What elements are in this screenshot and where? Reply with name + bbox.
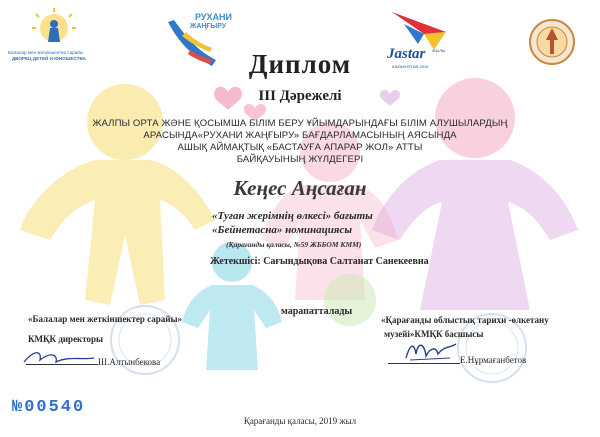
serial-number: №00540 — [12, 398, 86, 417]
contest-heading-line: АРАСЫНДА«РУХАНИ ЖАҢҒЫРУ» БАҒДАРЛАМАСЫНЫҢ АЯСЫНДА — [143, 130, 457, 141]
right-signature-icon — [400, 338, 460, 366]
right-signer-name: Е.Нұрмағанбетов — [460, 355, 527, 365]
contest-heading-line: БАЙҚАУЫНЫҢ ЖҮЛДЕГЕРІ — [236, 154, 364, 165]
left-org-line2: КМҚК директоры — [28, 334, 104, 344]
jastar-logo-word: Jastar — [387, 46, 426, 62]
rukhani-logo-line1: РУХАНИ — [195, 12, 232, 22]
palace-logo-caption-2: ДВОРЕЦ ДЕТЕЙ И ЮНОШЕСТВА — [12, 56, 86, 61]
diploma-title: Диплом — [248, 49, 352, 79]
diploma-degree: III Дәрежелі — [258, 88, 342, 104]
direction-text: «Туған жерімнің өлкесі» бағыты — [212, 210, 373, 222]
right-org-line1: «Қарағанды облыстық тарихи -өлкетану — [381, 315, 549, 325]
right-org-line2: музейі»КМҚК басшысы — [384, 329, 484, 339]
teacher-text: Жетекшісі: Сағындықова Салтанат Санекеевна — [210, 256, 429, 267]
jastar-logo-small: ЖЫЛЫ — [432, 48, 446, 53]
nomination-text: «Бейнетасна» номинациясы — [212, 224, 352, 236]
school-text: (Қарағанды қаласы, №59 ЖББОМ КММ) — [226, 240, 362, 249]
contest-heading — [0, 118, 600, 166]
left-org-line1: «Балалар мен жеткіншектер сарайы» — [28, 314, 182, 324]
winner-name: Кеңес Аңсаған — [233, 176, 367, 200]
right-signature-line — [388, 363, 460, 364]
palace-logo-caption-1: Балалар мен жеткіншектер сарайы — [8, 50, 84, 55]
left-signature-line — [26, 364, 98, 365]
left-signer-name: Ш.Алтынбекова — [98, 357, 161, 367]
contest-heading-line: ЖАЛПЫ ОРТА ЖӘНЕ ҚОСЫМША БІЛІМ БЕРУ ҰЙЫМДАРЫНДАҒЫ БІЛІМ АЛУШЫЛАРДЫҢ — [92, 118, 508, 129]
rukhani-logo-line2: ЖАҢҒЫРУ — [190, 23, 227, 30]
awarded-text: марапатталады — [281, 306, 353, 317]
jastar-logo-sub: KAZAKHSTAN 2019 — [392, 64, 429, 69]
footer-city-year: Қарағанды қаласы, 2019 жыл — [243, 416, 357, 426]
contest-heading-line: АШЫҚ АЙМАҚТЫҚ «БАСТАУҒА АПАРАР ЖОЛ» АТТЫ — [177, 142, 423, 153]
